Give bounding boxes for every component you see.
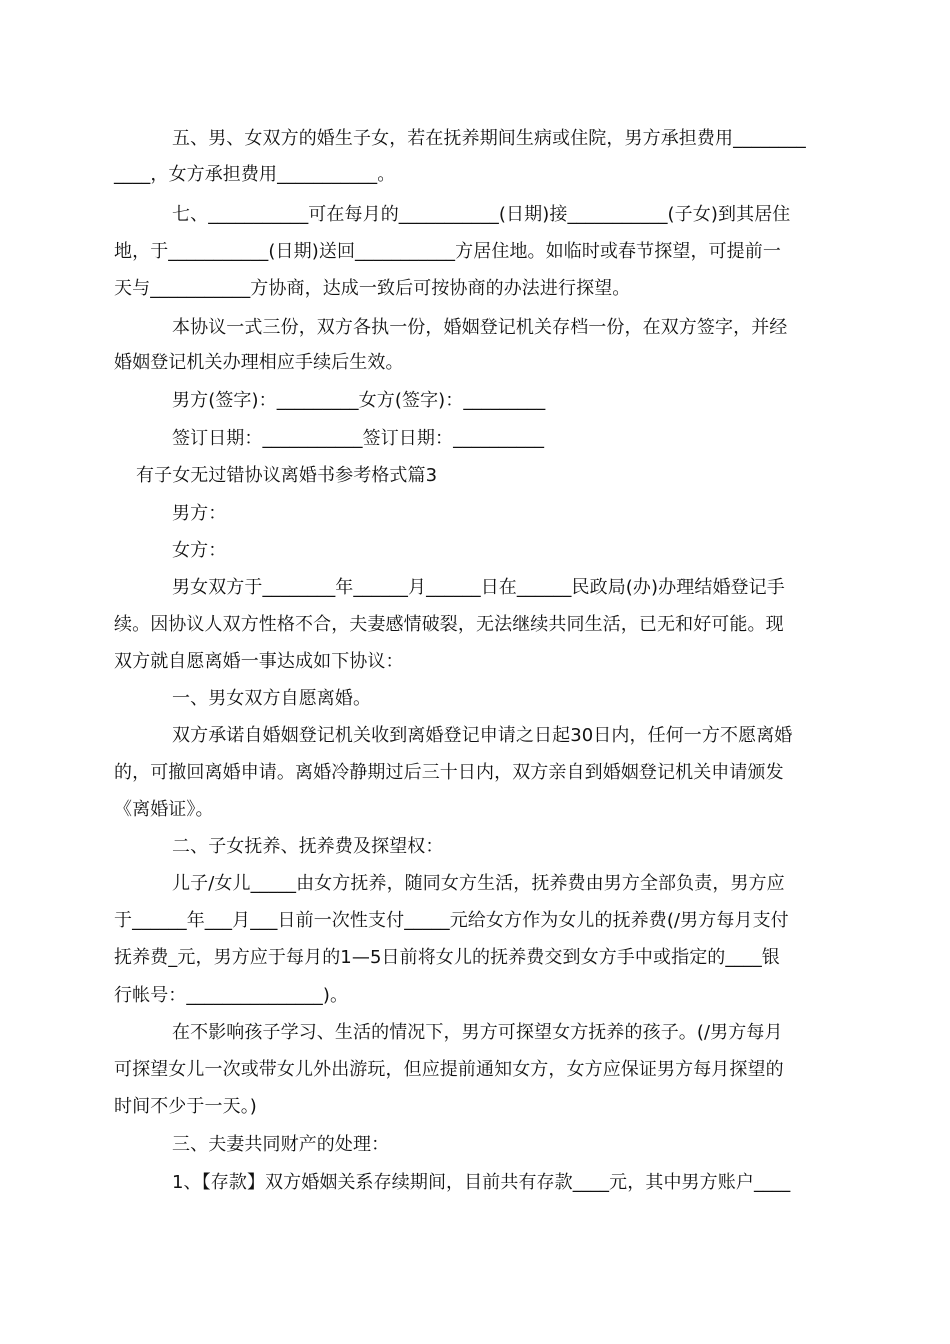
clause-five-line-2: ____，女方承担费用___________。 [114, 164, 396, 185]
sign-date-line: 签订日期：___________签订日期：__________ [172, 428, 545, 449]
visit-line-2: 可探望女儿一次或带女儿外出游玩，但应提前通知女方，女方应保证男方每月探望的 [114, 1059, 784, 1080]
clause-seven-line-1: 七、___________可在每月的___________(日期)接___________(子女)到其居住 [172, 204, 791, 225]
clause-three-heading: 三、夫妻共同财产的处理： [172, 1134, 390, 1155]
deposit-line-1: 1、【存款】双方婚姻关系存续期间，目前共有存款____元，其中男方账户____ [172, 1172, 791, 1193]
clause-seven-line-2: 地，于___________(日期)送回___________方居住地。如临时或春节探望，可提前一 [114, 241, 781, 262]
clause-one-line-1: 双方承诺自婚姻登记机关收到离婚登记申请之日起30日内，任何一方不愿离婚 [172, 725, 793, 746]
section-title: 有子女无过错协议离婚书参考格式篇3 [136, 465, 438, 486]
clause-five-line-1: 五、男、女双方的婚生子女，若在抚养期间生病或住院，男方承担费用________ [172, 128, 806, 149]
signature-line: 男方(签字)：_________女方(签字)：_________ [172, 390, 546, 411]
intro-line-3: 双方就自愿离婚一事达成如下协议： [114, 651, 404, 672]
clause-two-line-1: 儿子/女儿_____由女方抚养，随同女方生活，抚养费由男方全部负责，男方应 [172, 873, 785, 894]
clause-two-heading: 二、子女抚养、抚养费及探望权： [172, 836, 444, 857]
clause-one-line-3: 《离婚证》。 [114, 799, 214, 820]
intro-line-2: 续。因协议人双方性格不合，夫妻感情破裂，无法继续共同生活，已无和好可能。现 [114, 614, 784, 635]
clause-one-line-2: 的，可撤回离婚申请。离婚冷静期过后三十日内，双方亲自到婚姻登记机关申请颁发 [114, 762, 784, 783]
visit-line-3: 时间不少于一天。) [114, 1096, 257, 1117]
visit-line-1: 在不影响孩子学习、生活的情况下，男方可探望女方抚养的孩子。(/男方每月 [172, 1022, 783, 1043]
intro-line-1: 男女双方于________年______月______日在______民政局(办)办理结婚登记手 [172, 577, 785, 598]
clause-seven-line-3: 天与___________方协商，达成一致后可按协商的办法进行探望。 [114, 278, 631, 299]
clause-one-heading: 一、男女双方自愿离婚。 [172, 688, 372, 709]
clause-two-line-3: 抚养费_元，男方应于每月的1—5日前将女儿的抚养费交到女方手中或指定的____银 [114, 947, 780, 968]
female-party-line: 女方： [172, 540, 227, 561]
male-party-line: 男方： [172, 503, 227, 524]
clause-two-line-4: 行帐号：_______________)。 [114, 985, 349, 1006]
agreement-copies-line-2: 婚姻登记机关办理相应手续后生效。 [114, 352, 404, 373]
clause-two-line-2: 于______年___月___日前一次性支付_____元给女方作为女儿的抚养费(/男方每月支付 [114, 910, 789, 931]
agreement-copies-line-1: 本协议一式三份，双方各执一份，婚姻登记机关存档一份，在双方签字，并经 [172, 317, 788, 338]
